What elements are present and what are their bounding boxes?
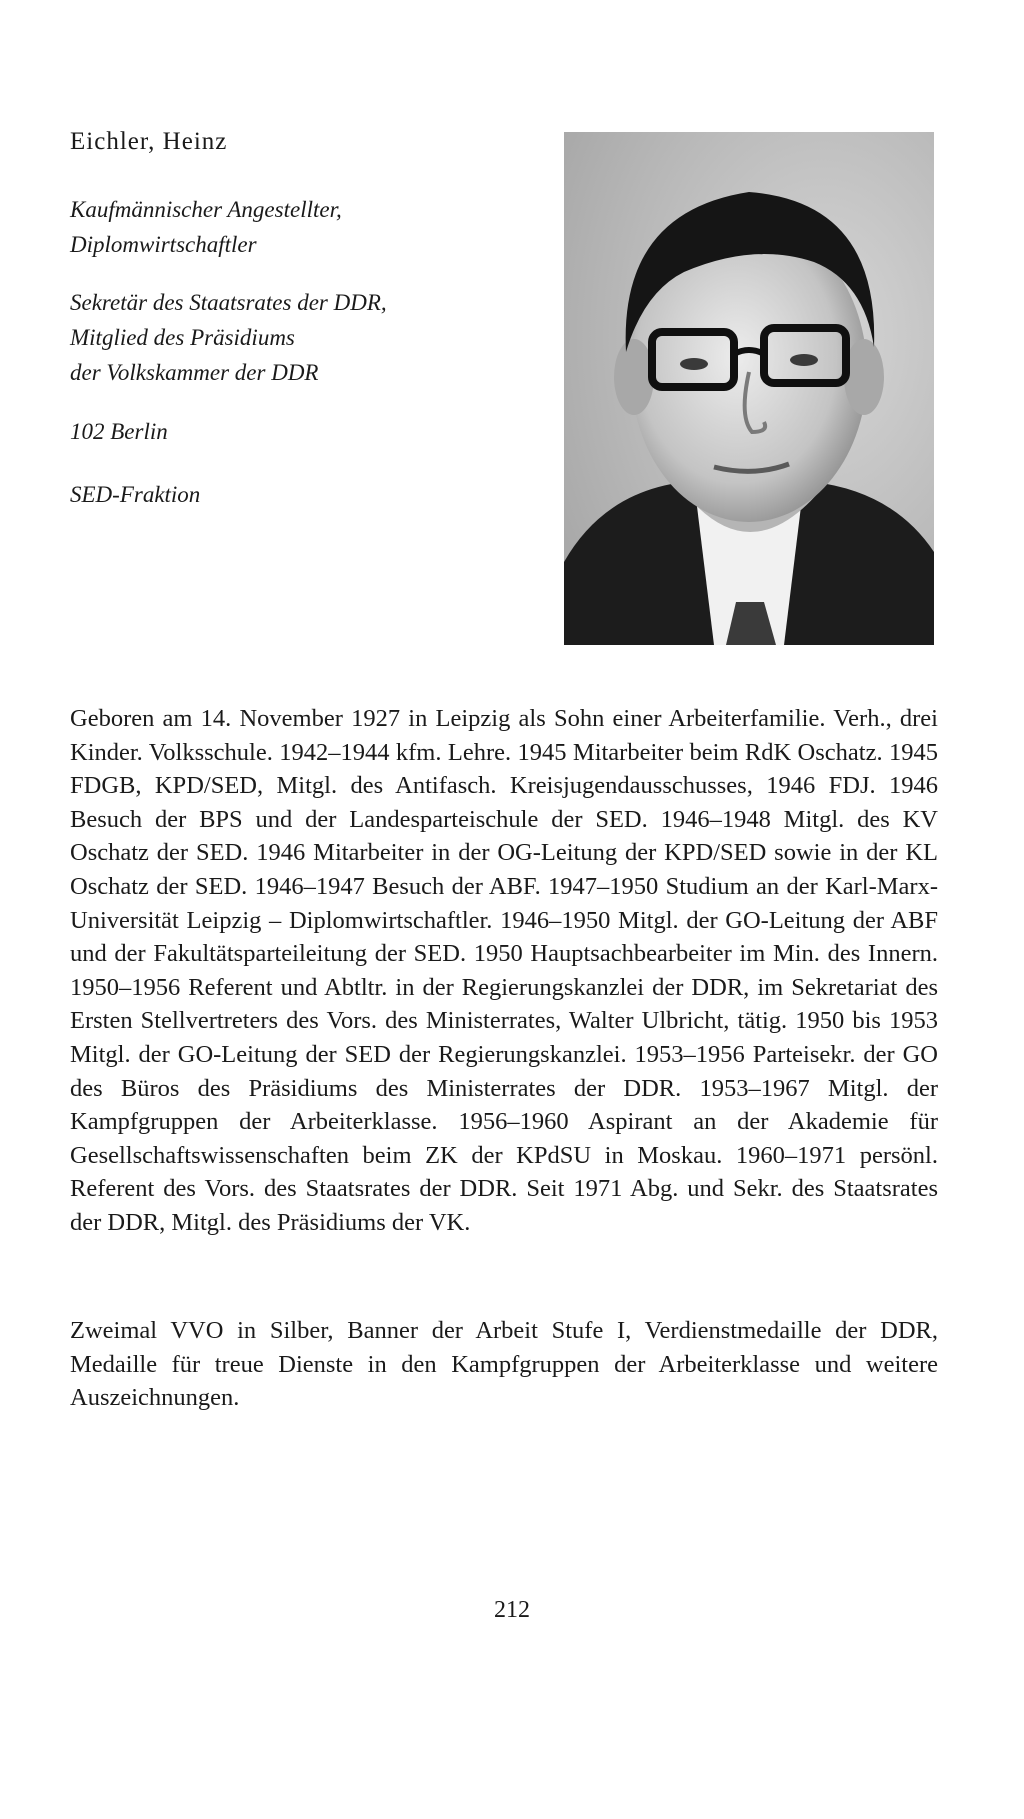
position-line: der Volkskammer der DDR [70, 360, 319, 385]
page-number: 212 [494, 1597, 530, 1623]
occupation [70, 192, 342, 262]
biography-text: Geboren am 14. November 1927 in Leipzig als Sohn einer Arbeiterfamilie. Verh., drei Kinder. Volksschule. 1942–1944 kfm. Lehre. 1945 Mitarbeiter beim RdK Oschatz. 1945 FDGB, KPD/SED, Mitgl. des Antifasch. Kreisjugendausschusses, 1946 FDJ. 1946 Besuch der BPS und der Landesparteischule der SED. 1946–1948 Mitgl. des KV Oschatz der SED. 1946 Mitarbeiter in der OG-Leitung der KPD/SED sowie in der KL Oschatz der SED. 1946–1947 Besuch der ABF. 1947–1950 Studium an der Karl-Marx-Universität Leipzig – Diplomwirtschaftler. 1946–1950 Mitgl. der GO-Leitung der ABF und der Fakultätsparteileitung der SED. 1950 Hauptsachbearbeiter im Min. des Innern. 1950–1956 Referent und Abtltr. in der Regierungskanzlei der DDR, im Sekretariat des Ersten Stellvertreters des Vors. des Ministerrates, Walter Ulbricht, tätig. 1950 bis 1953 Mitgl. der GO-Leitung der SED der Regierungskanzlei. 1953–1956 Parteisekr. der GO des Büros des Präsidiums des Ministerrates der DDR. 1953–1967 Mitgl. der Kampfgruppen der Arbeiterklasse. 1956–1960 Aspirant an der Akademie für Gesellschaftswissenschaften beim ZK der KPdSU in Moskau. 1960–1971 persönl. Referent des Vors. des Staatsrates der DDR. Seit 1971 Abg. und Sekr. des Staatsrates der DDR, Mitgl. des Präsidiums der VK. [70, 705, 938, 1236]
occupation-line: Diplomwirtschaftler [70, 232, 257, 257]
entry-name: Eichler, Heinz [70, 128, 228, 155]
occupation-line: Kaufmännischer Angestellter, [70, 197, 342, 222]
portrait-photo [564, 132, 934, 645]
city: 102 Berlin [70, 419, 168, 444]
portrait-illustration [564, 132, 934, 645]
position-line: Mitglied des Präsidiums [70, 325, 295, 350]
positions [70, 285, 387, 390]
awards-text: Zweimal VVO in Silber, Banner der Arbeit Stufe I, Verdienstmedaille der DDR, Medaille für treue Dienste in den Kampfgruppen der Arbeiterklasse und weitere Auszeichnungen. [70, 1317, 938, 1412]
faction: SED-Fraktion [70, 482, 201, 507]
position-line: Sekretär des Staatsrates der DDR, [70, 290, 387, 315]
